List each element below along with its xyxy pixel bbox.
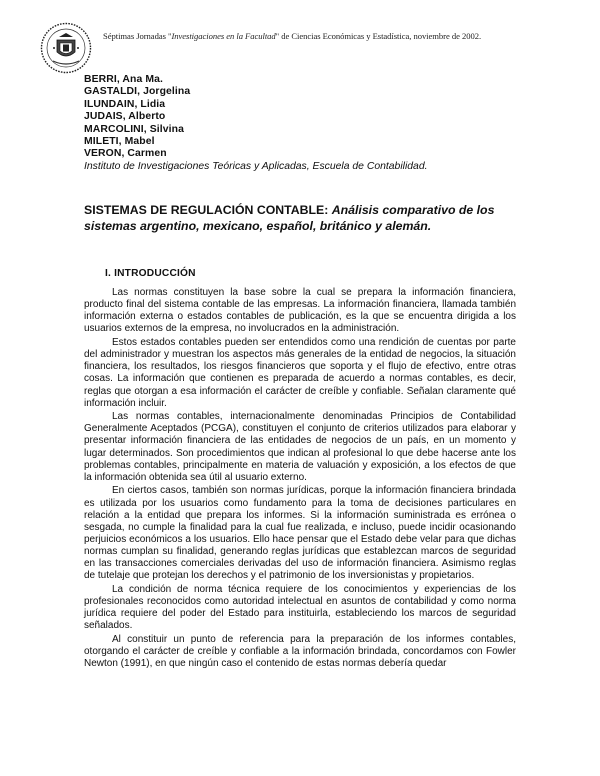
author-name: MARCOLINI, Silvina [84,123,184,135]
header-text-before: Séptimas Jornadas " [103,31,172,41]
section-heading: I. INTRODUCCIÓN [105,268,196,279]
body-paragraph: Estos estados contables pueden ser entendidos como una rendición de cuentas por parte del administrador y muestran los aspectos más generales de la entidad de negocios, la situación financiera, los resultados, los riesgos financieros que soporta y el flujo de efectivo, entre otras cosas. La información que contienen es preparada de acuerdo a normas contables, es decir, reglas que otorgan a esa información el carácter de creíble y confiable. Señalan claramente qué información incluir. [84,336,516,409]
title-main: SISTEMAS DE REGULACIÓN CONTABLE: [84,203,332,217]
author-name: ILUNDAIN, Lidia [84,98,166,110]
author-block [84,74,534,173]
author-name: GASTALDI, Jorgelina [84,86,191,98]
body-paragraph: En ciertos casos, también son normas jurídicas, porque la información financiera brindada es utilizada por los usuarios como fundamento para la toma de decisiones particulares en relación a la entidad que prepara los informes. Si la información suministrada es errónea o sesgada, no cumple la finalidad para la cual fue realizada, e incluso, puede incidir ocasionando perjuicios económicos a los usuarios. Ello hace pensar que el Estado debe velar para que dichas normas cumplan su finalidad, generando reglas jurídicas que establezcan marcos de seguridad en las transacciones comerciales derivadas del uso de información financiera. Asimismo reglas de tutelaje que protejan los derechos y el patrimonio de los inversionistas y propietarios. [84,485,516,582]
title-subtitle: Análisis comparativo de los sistemas argentino, mexicano, español, británico y alemán. [84,203,495,233]
body-paragraph: Las normas contables, internacionalmente denominadas Principios de Contabilidad Generalmente Aceptados (PCGA), constituyen el conjunto de criterios utilizados para elaborar y presentar información financiera de las entidades de negocios de un país, en un momento y lugar determinados. Son procedimientos que indican al profesional lo que debe hacerse ante los problemas contables, principalmente en materia de valuación y exposición, a los efectos de que la información obtenida sea útil al usuario externo. [84,411,516,483]
university-seal-icon [40,22,92,74]
body-paragraph: La condición de norma técnica requiere de los conocimientos y experiencias de los profesionales reconocidos como autoridad intelectual en asuntos de contabilidad y como norma jurídica requiere del poder del Estado para instituirla, estableciendo los marcos de seguridad señalados. [84,583,516,632]
header-text-italic: Investigaciones en la Facultad [171,31,276,41]
author-name: BERRI, Ana Ma. [84,74,163,85]
paper-title [84,203,524,234]
body-paragraph: Las normas constituyen la base sobre la cual se prepara la información financiera, producto final del sistema contable de las empresas. La información financiera, llamada también información externa o estados contables de publicación, es la que se encuentra dirigida a los usuarios externos de la empresa, no involucrados en la administración. [84,287,516,335]
body-paragraph: Al constituir un punto de referencia para la preparación de los informes contables, otorgando el carácter de creíble y confiable a la información brindada, concordamos con Fowler Newton (1991), en que ningún caso el contenido de estas normas debería quedar [84,633,516,670]
running-header [103,31,523,41]
header-text-after: " de Ciencias Económicas y Estadística, noviembre de 2002. [275,31,482,41]
institute-affiliation: Instituto de Investigaciones Teóricas y Aplicadas, Escuela de Contabilidad. [84,160,428,172]
author-name: JUDAIS, Alberto [84,111,166,123]
section-body [84,287,516,672]
author-name: MILETI, Mabel [84,136,155,148]
author-name: VERON, Carmen [84,148,167,160]
